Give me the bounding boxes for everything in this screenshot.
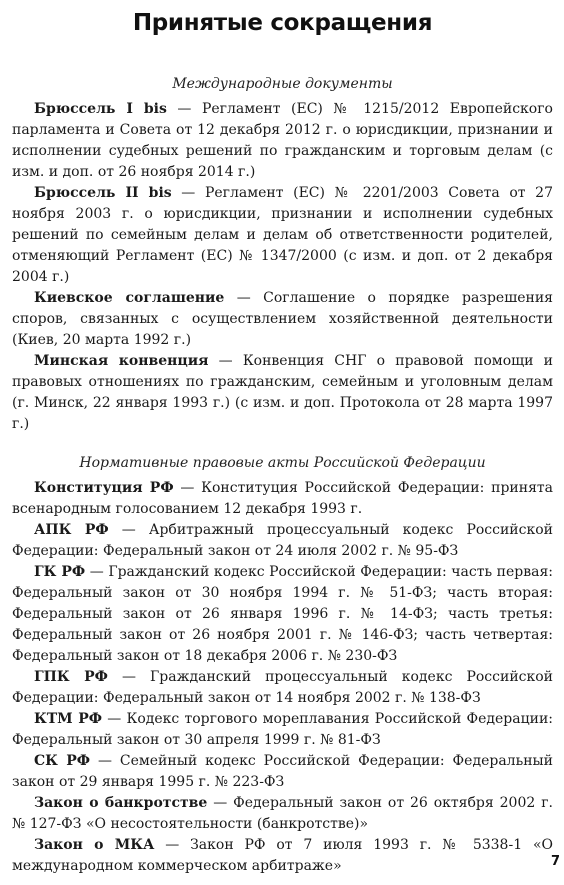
abbreviation-entry — [12, 835, 553, 877]
section-russian-legal-acts — [12, 453, 553, 877]
document-page — [12, 0, 553, 885]
abbreviation-term: ГПК РФ — [34, 669, 108, 685]
abbreviation-definition: — Конституция Российской Федерации: принята всенародным голосованием 12 декабря 1993 г. — [12, 480, 553, 517]
abbreviation-entry — [12, 709, 553, 751]
abbreviation-term: Конституция РФ — [34, 480, 174, 496]
abbreviation-entry — [12, 183, 553, 288]
section-heading: Нормативные правовые акты Российской Федерации — [79, 455, 486, 471]
abbreviation-entry — [12, 751, 553, 793]
abbreviation-term: АПК РФ — [34, 522, 109, 538]
page-title: Принятые сокращения — [132, 10, 433, 36]
abbreviation-definition: — Конвенция СНГ о правовой помощи и правовых отношениях по гражданским, семейным и уголовным делам (г. Минск, 22 января 1993 г.) (с изм. и доп. Протокола от 28 марта 1997 г.) — [12, 353, 553, 432]
abbreviation-definition: — Арбитражный процессуальный кодекс Российской Федерации: Федеральный закон от 24 июля 2002 г. № 95-ФЗ — [12, 522, 553, 559]
section-heading: Международные документы — [172, 76, 393, 92]
abbreviation-term: ГК РФ — [34, 564, 86, 580]
section-international-documents — [12, 74, 553, 435]
abbreviation-entry — [12, 351, 553, 435]
abbreviation-term: Закон о МКА — [34, 837, 155, 853]
abbreviation-definition: — Закон РФ от 7 июля 1993 г. № 5338-1 «О международном коммерческом арбитраже» — [12, 837, 553, 874]
abbreviation-term: СК РФ — [34, 753, 91, 769]
abbreviation-entry — [12, 793, 553, 835]
abbreviation-term: Брюссель I bis — [34, 101, 167, 117]
abbreviation-entry — [12, 478, 553, 520]
abbreviation-entry — [12, 667, 553, 709]
abbreviation-term: Закон о банкротстве — [34, 795, 208, 811]
abbreviation-definition: — Регламент (ЕС) № 2201/2003 Совета от 27 ноября 2003 г. о юрисдикции, признании и исполнении судебных решений по семейным делам и делам об ответственности родителей, отменяющий Регламент (ЕС) № 1347/2000 (с изм. и доп. от 2 декабря 2004 г.) — [12, 185, 553, 285]
abbreviation-definition: — Гражданский процессуальный кодекс Российской Федерации: Федеральный закон от 14 ноября 2002 г. № 138-ФЗ — [12, 669, 554, 706]
abbreviation-definition: — Регламент (ЕС) № 1215/2012 Европейского парламента и Совета от 12 декабря 2012 г. о юрисдикции, признании и исполнении судебных решений по гражданским и торговым делам (с изм. и доп. от 26 ноября 2014 г.) — [12, 101, 553, 180]
abbreviation-term: Киевское соглашение — [34, 290, 225, 306]
abbreviation-definition: — Федеральный закон от 26 октября 2002 г. № 127-ФЗ «О несостоятельности (банкротстве)» — [12, 795, 553, 832]
abbreviation-entry — [12, 288, 553, 351]
abbreviation-definition: — Соглашение о порядке разрешения споров, связанных с осуществлением хозяйственной деятельности (Киев, 20 марта 1992 г.) — [12, 290, 553, 348]
abbreviation-definition: — Гражданский кодекс Российской Федерации: часть первая: Федеральный закон от 30 ноября 1994 г. № 51-ФЗ; часть вторая: Федеральный закон от 26 января 1996 г. № 14-ФЗ; часть третья: Федеральный закон от 26 ноября 2001 г. № 146-ФЗ; часть четвертая: Федеральный закон от 18 декабря 2006 г. № 230-ФЗ — [12, 564, 553, 664]
abbreviation-term: КТМ РФ — [34, 711, 103, 727]
page-number: 7 — [550, 854, 560, 869]
abbreviation-entry — [12, 562, 553, 667]
abbreviation-definition: — Семейный кодекс Российской Федерации: Федеральный закон от 29 января 1995 г. № 223-ФЗ — [12, 753, 553, 790]
abbreviation-term: Брюссель II bis — [34, 185, 172, 201]
abbreviation-definition: — Кодекс торгового мореплавания Российской Федерации: Федеральный закон от 30 апреля 1999 г. № 81-ФЗ — [12, 711, 553, 748]
abbreviation-term: Минская конвенция — [34, 353, 209, 369]
abbreviation-entry — [12, 99, 553, 183]
abbreviation-entry — [12, 520, 553, 562]
